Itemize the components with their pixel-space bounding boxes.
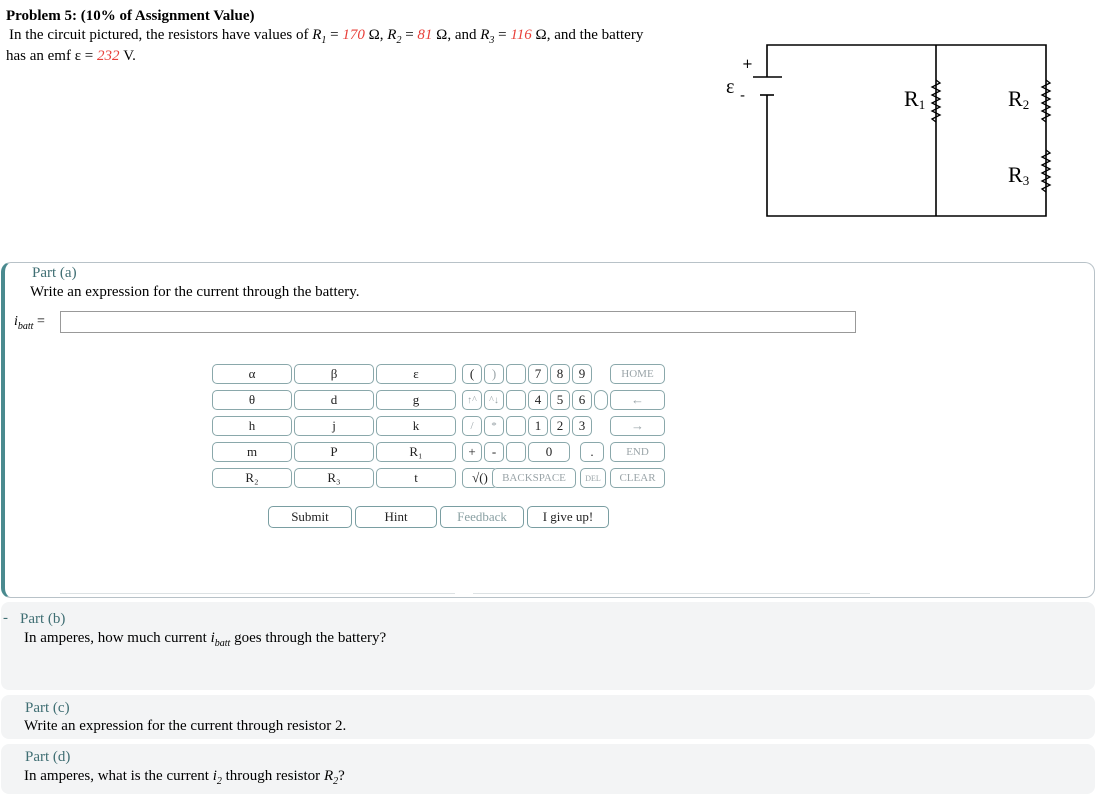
give-up-button[interactable]: I give up! <box>527 506 609 528</box>
hint-button[interactable]: Hint <box>355 506 437 528</box>
key-left-arrow[interactable]: ← <box>610 390 665 410</box>
key-j[interactable]: j <box>294 416 374 436</box>
key-d[interactable]: d <box>294 390 374 410</box>
key-g[interactable]: g <box>376 390 456 410</box>
key-divide[interactable]: / <box>462 416 482 436</box>
part-b-collapse-icon[interactable]: - <box>3 610 8 626</box>
key-backspace[interactable]: BACKSPACE <box>492 468 576 488</box>
part-a-question: Write an expression for the current through the battery. <box>30 284 360 300</box>
key-0[interactable]: 0 <box>528 442 570 462</box>
key-t[interactable]: t <box>376 468 456 488</box>
key-blank-4[interactable] <box>506 442 526 462</box>
key-r2[interactable]: R₂ <box>212 468 292 488</box>
key-beta[interactable]: β <box>294 364 374 384</box>
divider-right <box>473 593 870 594</box>
part-b-question: In amperes, how much current $i_{batt}$ goes through the battery? <box>24 630 387 649</box>
answer-input[interactable] <box>60 311 856 333</box>
key-9[interactable]: 9 <box>572 364 592 384</box>
key-plus[interactable]: + <box>462 442 482 462</box>
problem-title: Problem 5: (10% of Assignment Value) <box>6 8 255 24</box>
answer-variable-label: $i_{batt}$ = <box>14 314 45 332</box>
key-del[interactable]: DEL <box>580 468 606 488</box>
divider-left <box>60 593 455 594</box>
circuit-diagram <box>720 40 1060 225</box>
key-multiply[interactable]: * <box>484 416 504 436</box>
r2-label: R2 <box>1008 86 1030 112</box>
key-5[interactable]: 5 <box>550 390 570 410</box>
key-subscript-down[interactable]: ^↓ <box>484 390 504 410</box>
key-open-paren[interactable]: ( <box>462 364 482 384</box>
key-k[interactable]: k <box>376 416 456 436</box>
r2-value: 81 <box>417 27 433 43</box>
key-blank-2[interactable] <box>506 390 526 410</box>
key-r3[interactable]: R₃ <box>294 468 374 488</box>
part-c-title[interactable]: Part (c) <box>25 700 70 716</box>
key-superscript-up[interactable]: ↑^ <box>462 390 482 410</box>
key-clear[interactable]: CLEAR <box>610 468 665 488</box>
part-c-question: Write an expression for the current through resistor 2. <box>24 718 347 734</box>
key-8[interactable]: 8 <box>550 364 570 384</box>
battery-minus: - <box>740 88 746 104</box>
key-m[interactable]: m <box>212 442 292 462</box>
key-minus[interactable]: - <box>484 442 504 462</box>
r3-label: R3 <box>1008 162 1030 188</box>
key-home[interactable]: HOME <box>610 364 665 384</box>
battery-plus: + <box>742 57 753 72</box>
key-7[interactable]: 7 <box>528 364 548 384</box>
key-h[interactable]: h <box>212 416 292 436</box>
key-alpha[interactable]: α <box>212 364 292 384</box>
r3-value: 116 <box>510 27 532 43</box>
key-decimal[interactable]: . <box>580 442 604 462</box>
key-r1[interactable]: R₁ <box>376 442 456 462</box>
emf-value: 232 <box>96 48 120 64</box>
key-epsilon[interactable]: ε <box>376 364 456 384</box>
key-blank-3[interactable] <box>506 416 526 436</box>
key-p[interactable]: P <box>294 442 374 462</box>
part-d-title[interactable]: Part (d) <box>25 749 71 765</box>
key-6[interactable]: 6 <box>572 390 592 410</box>
submit-button[interactable]: Submit <box>268 506 352 528</box>
key-4[interactable]: 4 <box>528 390 548 410</box>
problem-statement-line2: has an emf ε = 232 V. <box>6 48 136 64</box>
r1-value: 170 <box>342 27 365 43</box>
part-b-title[interactable]: Part (b) <box>20 611 66 627</box>
emf-symbol: ε <box>726 76 735 98</box>
feedback-button[interactable]: Feedback <box>440 506 524 528</box>
key-blank-1[interactable] <box>506 364 526 384</box>
part-a-title: Part (a) <box>32 265 77 281</box>
key-end[interactable]: END <box>610 442 665 462</box>
key-close-paren[interactable]: ) <box>484 364 504 384</box>
key-3[interactable]: 3 <box>572 416 592 436</box>
r1-label: R1 <box>904 86 926 112</box>
key-2[interactable]: 2 <box>550 416 570 436</box>
key-1[interactable]: 1 <box>528 416 548 436</box>
key-theta[interactable]: θ <box>212 390 292 410</box>
problem-statement-line1: In the circuit pictured, the resistors have values of $R_1 = 170$ Ω, $R_2 = 81$ Ω, and $R_3 = 116$ Ω, and the battery <box>9 27 644 46</box>
key-circle[interactable] <box>594 390 608 410</box>
part-d-question: In amperes, what is the current $i_2$ through resistor $R_2$? <box>24 768 345 787</box>
key-right-arrow[interactable]: → <box>610 416 665 436</box>
key-sqrt[interactable]: √() <box>462 468 498 488</box>
